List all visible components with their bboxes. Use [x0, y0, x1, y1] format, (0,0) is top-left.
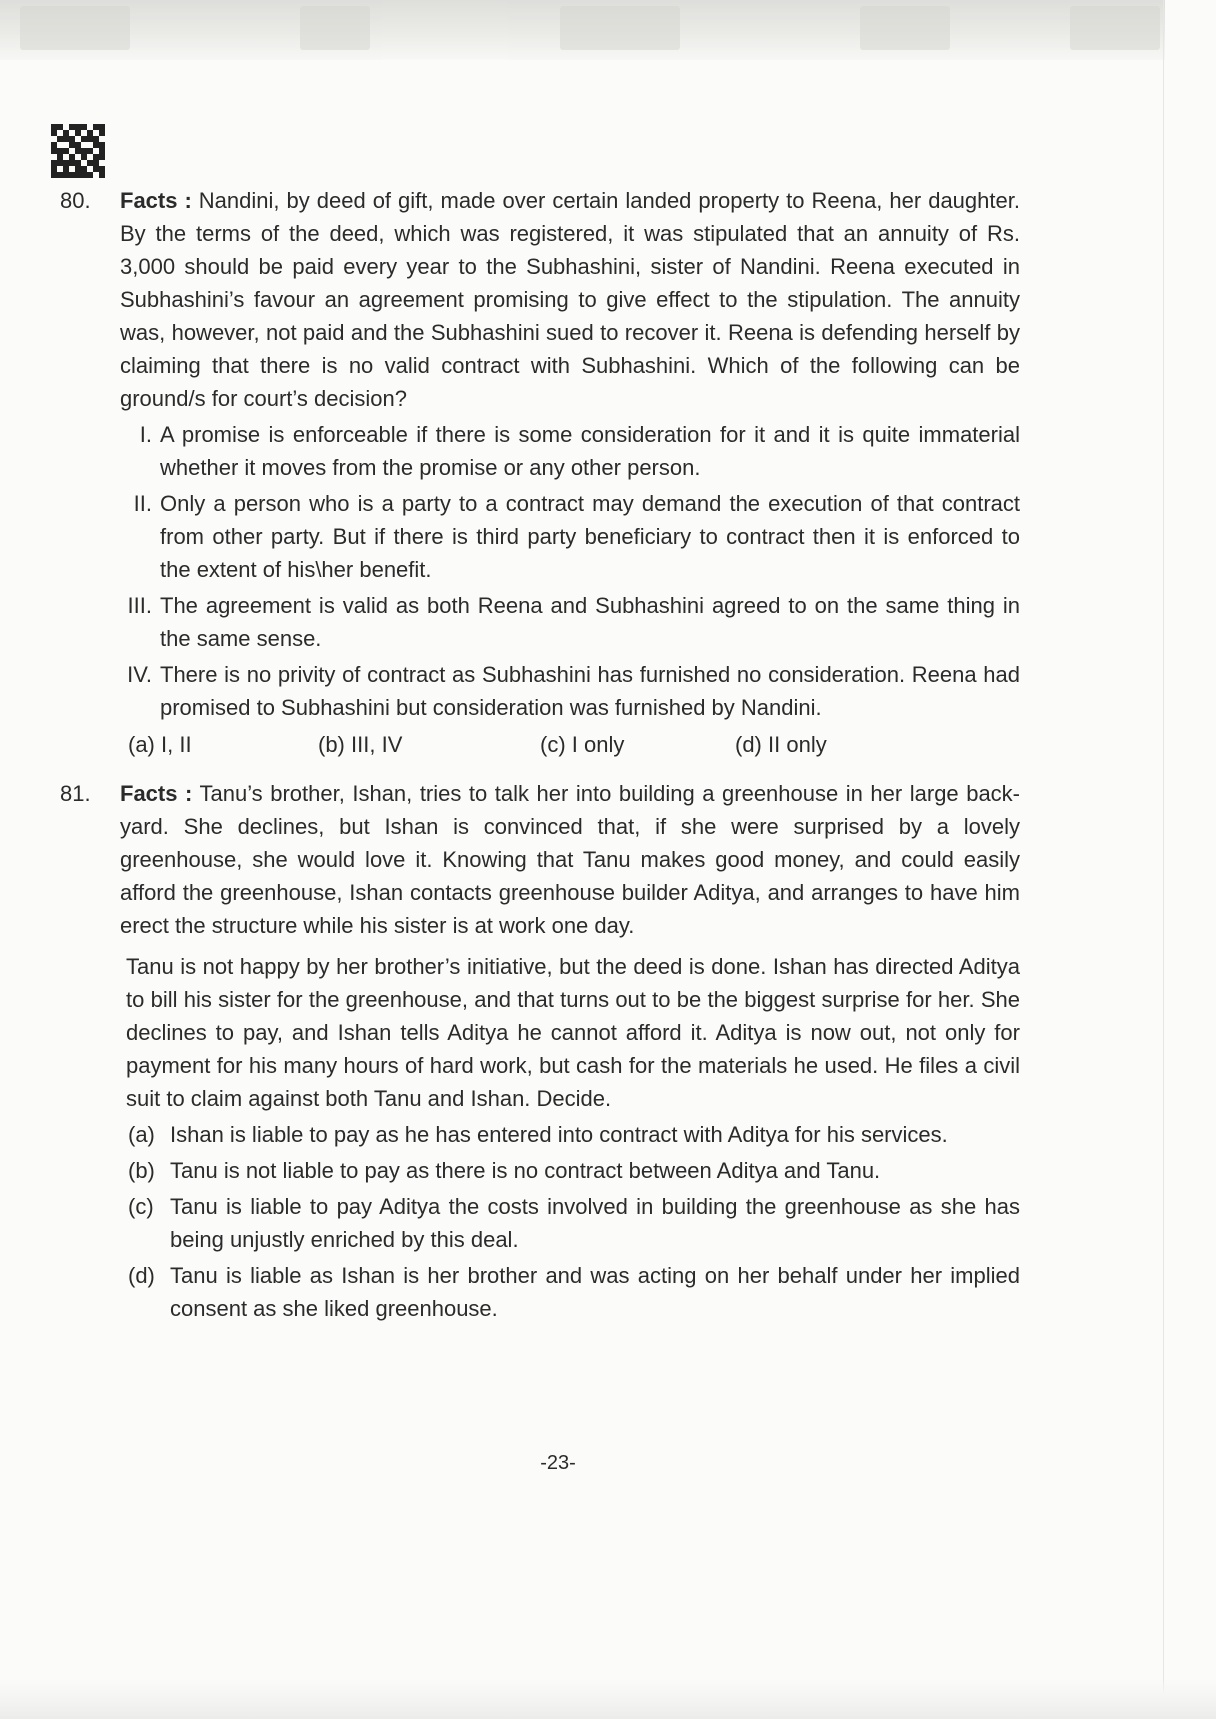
scan-smudge — [560, 6, 680, 50]
statement-item — [120, 418, 1020, 484]
spacer — [60, 761, 1020, 777]
option-b[interactable] — [318, 728, 540, 761]
question-81 — [60, 777, 1020, 942]
statement-label: IV. — [127, 662, 152, 687]
qr-code-icon — [51, 124, 105, 178]
question-number: 81. — [60, 781, 91, 806]
statement-item — [120, 589, 1020, 655]
question-number: 80. — [60, 188, 91, 213]
facts-label: Facts : — [120, 781, 193, 806]
question-text-continued: Tanu is not happy by her brother’s initiative, but the deed is done. Ishan has directed Aditya to bill his sister for the greenhouse, and that turns out to be the biggest surprise for her. She declines to pay, and Ishan tells Aditya he cannot afford it. Aditya is now out, not only for payment for his many hours of hard work, but cash for the materials he used. He files a civil suit to claim against both Tanu and Ishan. Decide. — [126, 954, 1020, 1111]
statement-label: II. — [133, 491, 152, 516]
option-text: Tanu is liable to pay Aditya the costs involved in building the greenhouse as she has being unjustly enriched by this deal. — [170, 1194, 1020, 1252]
statement-text: There is no privity of contract as Subhashini has furnished no consideration. Reena had promised to Subhashini but consideration was furnished by Nandini. — [160, 662, 1020, 720]
option-text: Tanu is liable as Ishan is her brother and was acting on her behalf under her implied consent as she liked greenhouse. — [170, 1263, 1020, 1321]
scan-smudge — [860, 6, 950, 50]
scan-smudge — [20, 6, 130, 50]
page-number: -23- — [540, 1452, 576, 1474]
option-label: (d) — [735, 732, 762, 757]
statement-text: A promise is enforceable if there is some consideration for it and it is quite immaterial whether it moves from the promise or any other person. — [160, 422, 1020, 480]
scan-smudge — [1070, 6, 1160, 50]
option-d[interactable] — [128, 1259, 1020, 1325]
option-label: (b) — [128, 1158, 155, 1183]
statement-item — [120, 658, 1020, 724]
option-label: (b) — [318, 732, 345, 757]
question-content — [60, 184, 1020, 1325]
statement-item — [120, 487, 1020, 586]
option-a[interactable] — [128, 1118, 1020, 1151]
option-label: (c) — [540, 732, 566, 757]
option-b[interactable] — [128, 1154, 1020, 1187]
option-label: (d) — [128, 1263, 155, 1288]
question-text: Nandini, by deed of gift, made over certain landed property to Reena, her daughter. By the terms of the deed, which was registered, it was stipulated that an annuity of Rs. 3,000 should be paid every year to the Subhashini, sister of Nandini. Reena executed in Subhashini’s favour an agreement promising to give effect to the stipulation. The annuity was, however, not paid and the Subhashini sued to recover it. Reena is defending herself by claiming that there is no valid contract with Subhashini. Which of the following can be ground/s for court’s decision? — [120, 188, 1020, 411]
statement-label: III. — [127, 593, 152, 618]
option-text: Tanu is not liable to pay as there is no contract between Aditya and Tanu. — [170, 1158, 881, 1183]
question-stem — [120, 184, 1020, 415]
scan-shadow-top — [0, 0, 1165, 60]
facts-label: Facts : — [120, 188, 192, 213]
option-c[interactable] — [128, 1190, 1020, 1256]
question-80 — [60, 184, 1020, 415]
option-label: (c) — [128, 1194, 154, 1219]
scan-shadow-bottom — [0, 1679, 1216, 1719]
question-stem — [120, 777, 1020, 942]
option-text: I only — [571, 732, 625, 757]
option-d[interactable] — [735, 728, 925, 761]
option-a[interactable] — [128, 728, 318, 761]
scan-edge-right — [1163, 0, 1164, 1719]
statement-label: I. — [139, 422, 152, 447]
question-text: Tanu’s brother, Ishan, tries to talk her into building a greenhouse in her large back-yard. She declines, but Ishan is convinced that, if she were surprised by a lovely greenhouse, she would love it. Knowing that Tanu makes good money, and could easily afford the greenhouse, Ishan contacts greenhouse builder Aditya, and arranges to have him erect the structure while his sister is at work one day. — [120, 781, 1020, 938]
statement-text: Only a person who is a party to a contract may demand the execution of that contract from other party. But if there is third party beneficiary to contract then it is enforced to the extent of his\her benefit. — [160, 491, 1020, 582]
option-label: (a) — [128, 732, 155, 757]
statement-text: The agreement is valid as both Reena and Subhashini agreed to on the same thing in the same sense. — [160, 593, 1020, 651]
option-text: III, IV — [351, 732, 403, 757]
scan-smudge — [300, 6, 370, 50]
option-text: I, II — [161, 732, 192, 757]
option-label: (a) — [128, 1122, 155, 1147]
option-c[interactable] — [540, 728, 735, 761]
answer-options — [128, 728, 1020, 761]
option-text: II only — [768, 732, 827, 757]
option-text: Ishan is liable to pay as he has entered into contract with Aditya for his services. — [170, 1122, 948, 1147]
